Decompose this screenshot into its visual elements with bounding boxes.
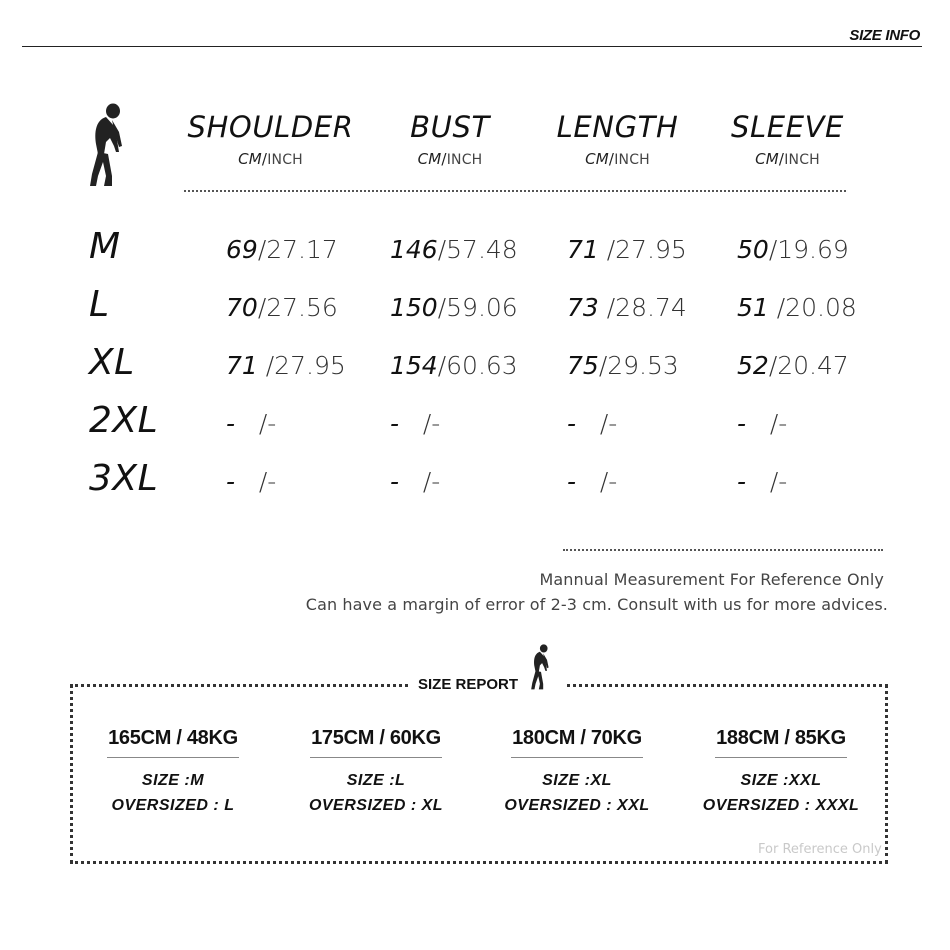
column-header-sleeve: [705, 110, 870, 168]
report-item: [681, 727, 881, 818]
table-cell: 69/27.17: [226, 235, 338, 264]
report-item: [73, 727, 273, 818]
table-cell: 73 /28.74: [567, 293, 687, 322]
note-line-2: Can have a margin of error of 2-3 cm. Consult with us for more advices.: [305, 595, 888, 614]
page-title: SIZE INFO: [849, 27, 920, 44]
size-report-title: SIZE REPORT: [418, 676, 519, 693]
notes-dotted-divider: [563, 549, 883, 551]
table-cell: 50/19.69: [737, 235, 849, 264]
column-header-length: [535, 110, 700, 168]
table-cell: - /-: [737, 409, 788, 438]
report-size: SIZE :XL: [542, 772, 612, 789]
column-unit: CM/INCH: [238, 150, 303, 168]
table-cell: - /-: [390, 467, 441, 496]
table-cell: 71 /27.95: [567, 235, 687, 264]
report-item-divider: [511, 757, 643, 758]
column-header-bust: [365, 110, 535, 168]
report-oversized: OVERSIZED : XXXL: [702, 797, 860, 814]
table-cell: 75/29.53: [567, 351, 679, 380]
column-title: LENGTH: [556, 110, 679, 144]
table-cell: 51 /20.08: [737, 293, 857, 322]
table-cell: 70/27.56: [226, 293, 338, 322]
report-item-divider: [715, 757, 847, 758]
column-unit: CM/INCH: [417, 150, 483, 168]
table-cell: - /-: [226, 409, 277, 438]
report-item: [477, 727, 677, 818]
report-oversized: OVERSIZED : XXL: [504, 797, 650, 814]
table-cell: 52/20.47: [737, 351, 849, 380]
table-cell: - /-: [226, 467, 277, 496]
report-oversized: OVERSIZED : L: [111, 797, 235, 814]
table-cell: 154/60.63: [390, 351, 518, 380]
column-unit: CM/INCH: [755, 150, 820, 168]
column-title: BUST: [410, 110, 490, 144]
report-height-weight: 180CM / 70KG: [512, 727, 642, 749]
table-cell: 150/59.06: [390, 293, 518, 322]
report-item-divider: [107, 757, 239, 758]
table-cell: 146/57.48: [390, 235, 518, 264]
walking-figure-icon: [86, 102, 130, 188]
note-line-1: Mannual Measurement For Reference Only: [539, 570, 884, 589]
size-row-label: 3XL: [89, 458, 159, 499]
report-size: SIZE :M: [141, 772, 205, 789]
size-row-label: XL: [89, 342, 135, 383]
column-title: SHOULDER: [187, 110, 354, 144]
table-cell: - /-: [390, 409, 441, 438]
report-height-weight: 188CM / 85KG: [716, 727, 846, 749]
walking-figure-icon: [529, 643, 553, 691]
column-unit: CM/INCH: [585, 150, 650, 168]
report-oversized: OVERSIZED : XL: [308, 797, 444, 814]
header-dotted-divider: [184, 190, 846, 192]
report-size: SIZE :L: [346, 772, 406, 789]
size-row-label: M: [89, 226, 121, 267]
reference-footnote: For Reference Only: [758, 842, 882, 857]
report-height-weight: 175CM / 60KG: [311, 727, 441, 749]
report-item: [276, 727, 476, 818]
table-cell: - /-: [567, 409, 618, 438]
header-divider: [22, 46, 922, 47]
report-item-divider: [310, 757, 442, 758]
report-height-weight: 165CM / 48KG: [108, 727, 238, 749]
size-row-label: 2XL: [89, 400, 159, 441]
column-header-shoulder: [178, 110, 363, 168]
report-size: SIZE :XXL: [740, 772, 822, 789]
size-row-label: L: [89, 284, 110, 325]
table-cell: - /-: [567, 467, 618, 496]
table-cell: - /-: [737, 467, 788, 496]
table-cell: 71 /27.95: [226, 351, 346, 380]
column-title: SLEEVE: [731, 110, 844, 144]
